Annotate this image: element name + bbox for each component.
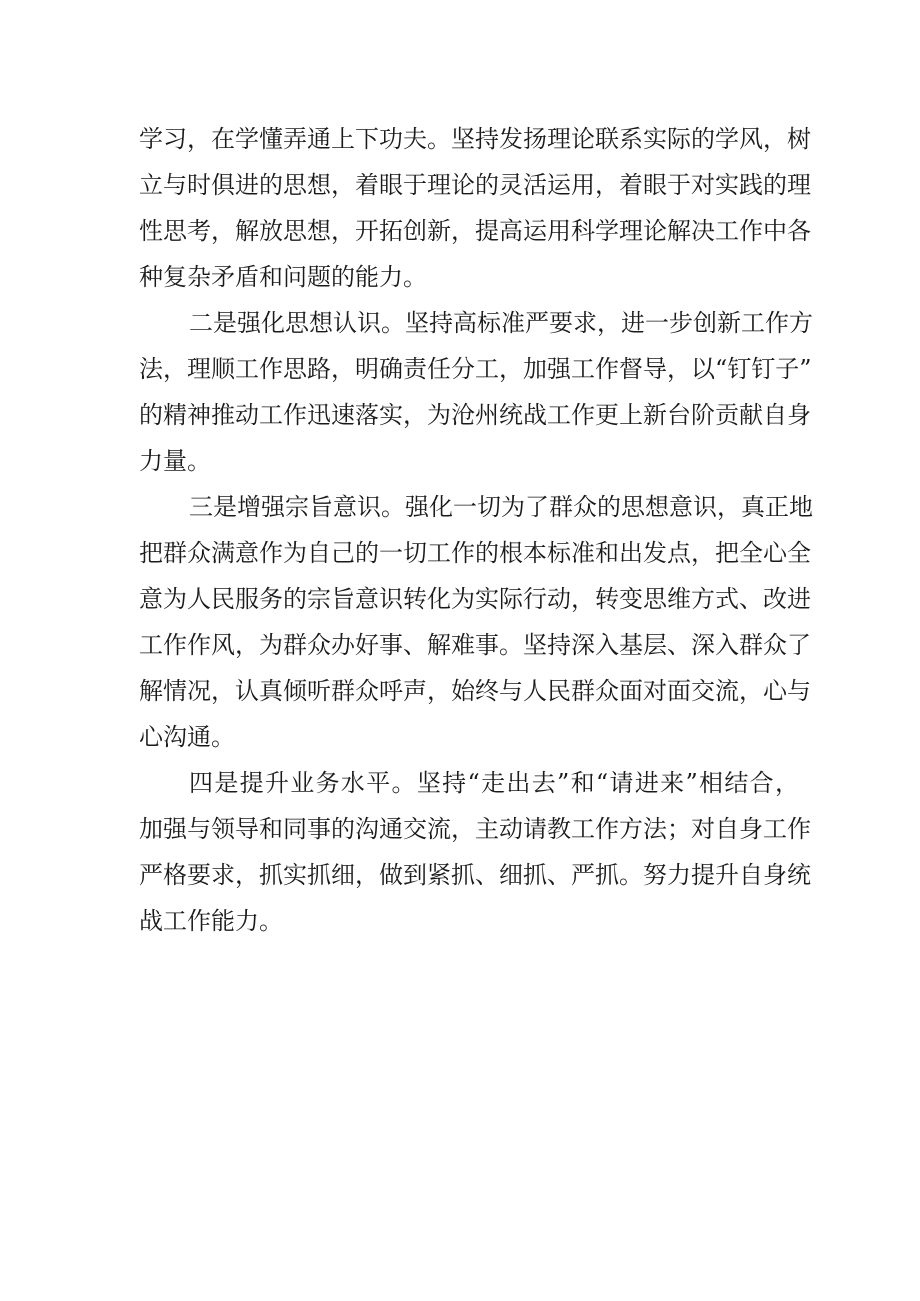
text-line: 力量。 bbox=[139, 447, 211, 475]
text-line: 战工作能力。 bbox=[139, 907, 283, 935]
text-line: 意为人民服务的宗旨意识转化为实际行动，转变思维方式、改进 bbox=[139, 585, 811, 613]
text-line: 种复杂矛盾和问题的能力。 bbox=[139, 263, 427, 291]
text-line: 立与时俱进的思想，着眼于理论的灵活运用，着眼于对实践的理 bbox=[139, 171, 811, 199]
text-line: 的精神推动工作迅速落实，为沧州统战工作更上新台阶贡献自身 bbox=[139, 401, 811, 429]
paragraph-2 bbox=[139, 300, 813, 484]
text-line: 学习，在学懂弄通上下功夫。坚持发扬理论联系实际的学风，树 bbox=[139, 125, 811, 153]
paragraph-1 bbox=[139, 116, 811, 300]
text-line: 把群众满意作为自己的一切工作的根本标准和出发点，把全心全 bbox=[139, 539, 811, 567]
text-line: 严格要求，抓实抓细，做到紧抓、细抓、严抓。努力提升自身统 bbox=[139, 861, 811, 889]
text-line: 性思考，解放思想，开拓创新，提高运用科学理论解决工作中各 bbox=[139, 217, 811, 245]
text-line: 解情况，认真倾听群众呼声，始终与人民群众面对面交流，心与 bbox=[139, 677, 811, 705]
document-body bbox=[139, 116, 813, 944]
text-line: 心沟通。 bbox=[139, 723, 235, 751]
paragraph-3 bbox=[139, 484, 813, 760]
text-line: 工作作风，为群众办好事、解难事。坚持深入基层、深入群众了 bbox=[139, 631, 811, 659]
text-line: 三是增强宗旨意识。强化一切为了群众的思想意识，真正地 bbox=[189, 493, 813, 521]
text-line: 二是强化思想认识。坚持高标准严要求，进一步创新工作方 bbox=[189, 309, 813, 337]
paragraph-4 bbox=[139, 760, 811, 944]
text-line: 加强与领导和同事的沟通交流，主动请教工作方法；对自身工作 bbox=[139, 815, 811, 843]
text-line: 法，理顺工作思路，明确责任分工，加强工作督导，以“钉钉子” bbox=[139, 355, 812, 383]
text-line: 四是提升业务水平。坚持“走出去”和“请进来”相结合， bbox=[189, 769, 799, 797]
